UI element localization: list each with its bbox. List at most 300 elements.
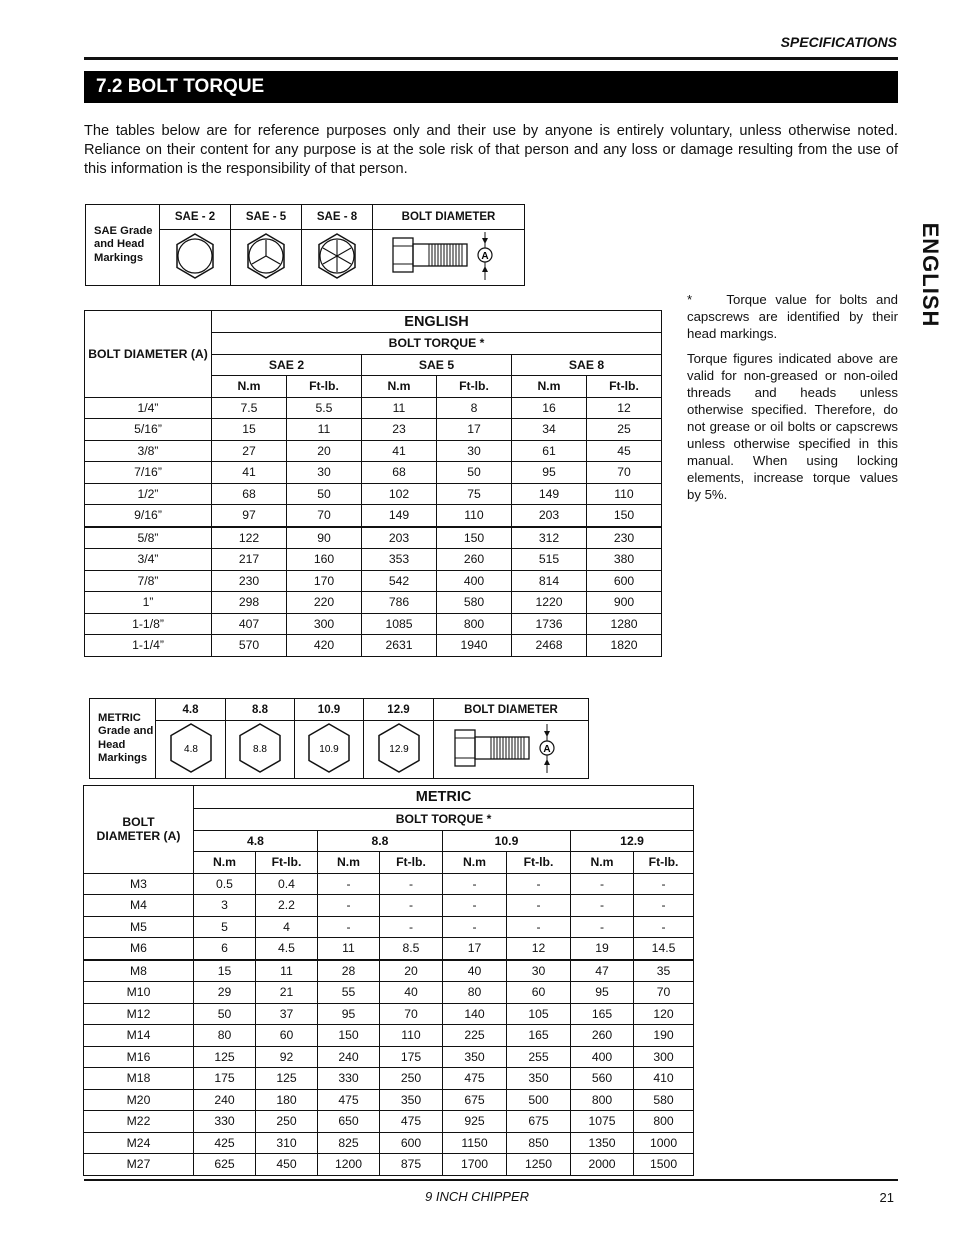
bolt-size-cell: 3/8” (85, 440, 212, 462)
torque-value-cell: 95 (318, 1003, 380, 1025)
svg-text:10.9: 10.9 (319, 744, 339, 755)
bolt-size-cell: M6 (84, 938, 194, 960)
torque-value-cell: 580 (437, 592, 512, 614)
table-row (84, 1132, 694, 1154)
svg-text:4.8: 4.8 (183, 744, 198, 755)
torque-value-cell: 34 (512, 419, 587, 441)
bolt-size-cell: M20 (84, 1089, 194, 1111)
torque-value-cell: 11 (362, 397, 437, 419)
torque-value-cell: 8.5 (380, 938, 443, 960)
torque-value-cell: 30 (287, 462, 362, 484)
header-rule (84, 57, 898, 60)
torque-value-cell: 217 (212, 549, 287, 571)
english-torque-table (84, 310, 662, 657)
torque-value-cell: 40 (380, 982, 443, 1004)
torque-value-cell: 165 (507, 1025, 571, 1047)
torque-value-cell: 17 (443, 938, 507, 960)
torque-value-cell: 380 (587, 549, 662, 571)
unit-header: N.m (318, 852, 380, 874)
torque-value-cell: 5 (194, 916, 256, 938)
torque-value-cell: 420 (287, 635, 362, 657)
metric-grade-header: 4.8 (156, 699, 226, 721)
torque-value-cell: 11 (256, 960, 318, 982)
unit-header: Ft-lb. (287, 376, 362, 398)
torque-value-cell: 925 (443, 1111, 507, 1133)
torque-value-cell: 92 (256, 1046, 318, 1068)
torque-value-cell: 60 (256, 1025, 318, 1047)
torque-value-cell: 625 (194, 1154, 256, 1176)
torque-value-cell: 8 (437, 397, 512, 419)
torque-value-cell: 240 (318, 1046, 380, 1068)
torque-value-cell: 450 (256, 1154, 318, 1176)
torque-value-cell: 7.5 (212, 397, 287, 419)
unit-header: Ft-lb. (587, 376, 662, 398)
torque-value-cell: 330 (318, 1068, 380, 1090)
torque-value-cell: 15 (194, 960, 256, 982)
torque-value-cell: 800 (634, 1111, 694, 1133)
torque-value-cell: 60 (507, 982, 571, 1004)
intro-paragraph: The tables below are for reference purposes only and their use by anyone is entirely voluntary, unless otherwise noted. Reliance on their content for any purpose is at the sole risk of that person and any loss or damage resulting from the use of this information is the responsibility of that person. (84, 123, 898, 178)
torque-value-cell: 45 (587, 440, 662, 462)
torque-value-cell: 600 (380, 1132, 443, 1154)
torque-value-cell: 1220 (512, 592, 587, 614)
table-row (85, 397, 662, 419)
metric-head-markings (89, 698, 589, 779)
table-row (85, 635, 662, 657)
torque-value-cell: 16 (512, 397, 587, 419)
torque-value-cell: 30 (437, 440, 512, 462)
torque-value-cell: - (634, 873, 694, 895)
bolt-size-cell: 3/4” (85, 549, 212, 571)
torque-value-cell: 580 (634, 1089, 694, 1111)
torque-value-cell: 300 (287, 613, 362, 635)
torque-value-cell: 330 (194, 1111, 256, 1133)
diameter-marker: A (480, 251, 489, 262)
table-row (85, 419, 662, 441)
torque-value-cell: 675 (507, 1111, 571, 1133)
unit-header: Ft-lb. (380, 852, 443, 874)
table-row (84, 1089, 694, 1111)
metric-bolt-diameter-header: BOLT DIAMETER (434, 699, 589, 721)
torque-notes (687, 291, 902, 511)
table-row (84, 1025, 694, 1047)
torque-value-cell: 125 (256, 1068, 318, 1090)
grade-header: 8.8 (318, 830, 443, 852)
torque-value-cell: 61 (512, 440, 587, 462)
grade-header: SAE 8 (512, 354, 662, 376)
torque-value-cell: 1736 (512, 613, 587, 635)
bolt-size-cell: M10 (84, 982, 194, 1004)
unit-header: N.m (212, 376, 287, 398)
torque-value-cell: 47 (571, 960, 634, 982)
torque-value-cell: 900 (587, 592, 662, 614)
running-header: SPECIFICATIONS (780, 34, 897, 50)
torque-value-cell: - (380, 916, 443, 938)
torque-value-cell: 180 (256, 1089, 318, 1111)
torque-value-cell: 55 (318, 982, 380, 1004)
torque-value-cell: 150 (318, 1025, 380, 1047)
torque-value-cell: 650 (318, 1111, 380, 1133)
table-row (84, 1068, 694, 1090)
torque-value-cell: 260 (571, 1025, 634, 1047)
torque-value-cell: 1150 (443, 1132, 507, 1154)
torque-value-cell: 165 (571, 1003, 634, 1025)
torque-value-cell: 95 (512, 462, 587, 484)
language-tab (904, 210, 954, 340)
torque-value-cell: 4 (256, 916, 318, 938)
torque-value-cell: 350 (443, 1046, 507, 1068)
bolt-size-cell: M16 (84, 1046, 194, 1068)
torque-value-cell: 2.2 (256, 895, 318, 917)
table-row (84, 1111, 694, 1133)
torque-value-cell: 12 (507, 938, 571, 960)
table-row (85, 592, 662, 614)
torque-value-cell: 298 (212, 592, 287, 614)
torque-value-cell: 25 (587, 419, 662, 441)
torque-value-cell: 95 (571, 982, 634, 1004)
torque-value-cell: 1350 (571, 1132, 634, 1154)
torque-value-cell: 21 (256, 982, 318, 1004)
bolt-size-cell: M5 (84, 916, 194, 938)
unit-header: N.m (194, 852, 256, 874)
torque-value-cell: - (443, 873, 507, 895)
torque-value-cell: 203 (362, 527, 437, 549)
torque-value-cell: - (571, 895, 634, 917)
torque-value-cell: 50 (194, 1003, 256, 1025)
table-row (84, 938, 694, 960)
torque-value-cell: 19 (571, 938, 634, 960)
torque-value-cell: 230 (212, 570, 287, 592)
torque-value-cell: 1075 (571, 1111, 634, 1133)
bolt-size-cell: 1/4” (85, 397, 212, 419)
bolt-size-cell: M4 (84, 895, 194, 917)
torque-value-cell: 17 (437, 419, 512, 441)
metric-diameter-marker: A (543, 744, 551, 755)
table-row (84, 960, 694, 982)
torque-value-cell: 75 (437, 483, 512, 505)
torque-value-cell: 50 (437, 462, 512, 484)
torque-value-cell: 190 (634, 1025, 694, 1047)
torque-value-cell: - (318, 916, 380, 938)
torque-value-cell: 475 (380, 1111, 443, 1133)
torque-value-cell: - (634, 916, 694, 938)
metric-torque-table (83, 785, 694, 1176)
unit-header: Ft-lb. (507, 852, 571, 874)
torque-value-cell: 220 (287, 592, 362, 614)
torque-value-cell: 125 (194, 1046, 256, 1068)
torque-value-cell: 825 (318, 1132, 380, 1154)
unit-header: N.m (443, 852, 507, 874)
page-number: 21 (879, 1190, 894, 1205)
torque-value-cell: 250 (256, 1111, 318, 1133)
torque-value-cell: - (318, 873, 380, 895)
metric-grade-header: 8.8 (226, 699, 295, 721)
footer-rule (84, 1179, 898, 1181)
torque-value-cell: 15 (212, 419, 287, 441)
torque-value-cell: - (507, 916, 571, 938)
torque-value-cell: 160 (287, 549, 362, 571)
torque-value-cell: 175 (194, 1068, 256, 1090)
torque-value-cell: 800 (437, 613, 512, 635)
bolt-size-cell: M12 (84, 1003, 194, 1025)
metric-4-8-head-icon (156, 721, 226, 779)
torque-value-cell: 1700 (443, 1154, 507, 1176)
torque-value-cell: - (507, 873, 571, 895)
torque-value-cell: - (318, 895, 380, 917)
table-row (85, 527, 662, 549)
torque-value-cell: 312 (512, 527, 587, 549)
torque-value-cell: 410 (634, 1068, 694, 1090)
torque-value-cell: 23 (362, 419, 437, 441)
unit-header: Ft-lb. (437, 376, 512, 398)
unit-header: Ft-lb. (634, 852, 694, 874)
torque-value-cell: 2468 (512, 635, 587, 657)
torque-value-cell: 1000 (634, 1132, 694, 1154)
table-row (84, 895, 694, 917)
torque-value-cell: 29 (194, 982, 256, 1004)
torque-value-cell: 850 (507, 1132, 571, 1154)
metric-markings-label: METRIC Grade and Head Markings (90, 699, 156, 779)
torque-value-cell: - (507, 895, 571, 917)
bolt-size-cell: M18 (84, 1068, 194, 1090)
torque-value-cell: 150 (587, 505, 662, 527)
torque-value-cell: 70 (634, 982, 694, 1004)
torque-value-cell: - (571, 873, 634, 895)
torque-value-cell: 11 (318, 938, 380, 960)
table-row (84, 873, 694, 895)
bolt-diameter-header: BOLT DIAMETER (A) (84, 786, 194, 874)
torque-value-cell: - (380, 895, 443, 917)
torque-value-cell: - (634, 895, 694, 917)
bolt-torque-header: BOLT TORQUE * (212, 333, 662, 355)
grade-header: SAE 2 (212, 354, 362, 376)
metric-bolt-diameter-diagram (434, 721, 589, 779)
torque-value-cell: 800 (571, 1089, 634, 1111)
table-row (84, 1003, 694, 1025)
torque-value-cell: 6 (194, 938, 256, 960)
grade-header: 10.9 (443, 830, 571, 852)
torque-value-cell: 400 (437, 570, 512, 592)
table-row (84, 982, 694, 1004)
torque-value-cell: 542 (362, 570, 437, 592)
torque-value-cell: 350 (507, 1068, 571, 1090)
torque-value-cell: 11 (287, 419, 362, 441)
torque-value-cell: 570 (212, 635, 287, 657)
sae-grade-header: SAE - 5 (231, 205, 302, 230)
unit-header: N.m (512, 376, 587, 398)
bolt-size-cell: 7/16” (85, 462, 212, 484)
torque-value-cell: 12 (587, 397, 662, 419)
sae-grade-header: SAE - 2 (160, 205, 231, 230)
bolt-size-cell: M27 (84, 1154, 194, 1176)
torque-value-cell: 68 (212, 483, 287, 505)
torque-value-cell: - (443, 895, 507, 917)
grade-header: 12.9 (571, 830, 694, 852)
torque-value-cell: 310 (256, 1132, 318, 1154)
sae2-head-icon (160, 230, 231, 286)
table-row (84, 916, 694, 938)
torque-value-cell: 560 (571, 1068, 634, 1090)
torque-value-cell: 170 (287, 570, 362, 592)
torque-value-cell: 30 (507, 960, 571, 982)
torque-value-cell: 70 (287, 505, 362, 527)
bolt-diameter-header: BOLT DIAMETER (A) (85, 311, 212, 398)
language-tab-label: ENGLISH (918, 222, 943, 328)
torque-value-cell: 110 (380, 1025, 443, 1047)
torque-value-cell: 102 (362, 483, 437, 505)
bolt-size-cell: M8 (84, 960, 194, 982)
bolt-size-cell: 5/16” (85, 419, 212, 441)
torque-value-cell: - (380, 873, 443, 895)
svg-text:12.9: 12.9 (388, 744, 409, 755)
sae-grade-header: SAE - 8 (302, 205, 373, 230)
unit-header: N.m (362, 376, 437, 398)
torque-value-cell: 105 (507, 1003, 571, 1025)
torque-value-cell: 260 (437, 549, 512, 571)
bolt-size-cell: 1” (85, 592, 212, 614)
torque-value-cell: 14.5 (634, 938, 694, 960)
torque-value-cell: 90 (287, 527, 362, 549)
torque-value-cell: 1280 (587, 613, 662, 635)
bolt-size-cell: 9/16” (85, 505, 212, 527)
torque-value-cell: 1085 (362, 613, 437, 635)
torque-value-cell: 225 (443, 1025, 507, 1047)
bolt-size-cell: M24 (84, 1132, 194, 1154)
torque-value-cell: 353 (362, 549, 437, 571)
torque-value-cell: 475 (443, 1068, 507, 1090)
sae5-head-icon (231, 230, 302, 286)
bolt-size-cell: M3 (84, 873, 194, 895)
bolt-size-cell: M14 (84, 1025, 194, 1047)
table-row (85, 483, 662, 505)
section-title: 7.2 BOLT TORQUE (84, 71, 898, 103)
torque-value-cell: 250 (380, 1068, 443, 1090)
torque-value-cell: - (571, 916, 634, 938)
torque-value-cell: 28 (318, 960, 380, 982)
sae-markings-label: SAE Grade and Head Markings (86, 205, 160, 286)
grade-header: 4.8 (194, 830, 318, 852)
bolt-size-cell: 1/2” (85, 483, 212, 505)
torque-value-cell: 2000 (571, 1154, 634, 1176)
svg-text:8.8: 8.8 (253, 744, 267, 755)
torque-value-cell: 80 (194, 1025, 256, 1047)
torque-value-cell: 5.5 (287, 397, 362, 419)
torque-value-cell: 675 (443, 1089, 507, 1111)
torque-value-cell: 300 (634, 1046, 694, 1068)
torque-value-cell: 0.5 (194, 873, 256, 895)
torque-value-cell: 600 (587, 570, 662, 592)
torque-value-cell: 350 (380, 1089, 443, 1111)
torque-value-cell: 814 (512, 570, 587, 592)
torque-value-cell: 41 (212, 462, 287, 484)
torque-value-cell: 255 (507, 1046, 571, 1068)
metric-grade-header: 10.9 (295, 699, 364, 721)
torque-value-cell: 150 (437, 527, 512, 549)
torque-value-cell: 500 (507, 1089, 571, 1111)
torque-value-cell: 37 (256, 1003, 318, 1025)
note-lubrication: Torque figures indicated above are valid for non-greased or non-oiled threads and heads unless otherwise specified. Therefore, do not grease or oil bolts or capscrews unless otherwise specified in this manual. When using locking elements, increase torque values by 5%. (687, 351, 898, 502)
metric-grade-header: 12.9 (364, 699, 434, 721)
torque-value-cell: 20 (287, 440, 362, 462)
grade-header: SAE 5 (362, 354, 512, 376)
torque-value-cell: 68 (362, 462, 437, 484)
torque-value-cell: 515 (512, 549, 587, 571)
table-row (85, 549, 662, 571)
torque-value-cell: 1820 (587, 635, 662, 657)
bolt-size-cell: 1-1/4” (85, 635, 212, 657)
table-row (85, 505, 662, 527)
bolt-diameter-diagram (373, 230, 525, 286)
torque-value-cell: 786 (362, 592, 437, 614)
torque-value-cell: 35 (634, 960, 694, 982)
english-table-title: ENGLISH (212, 311, 662, 333)
torque-value-cell: 120 (634, 1003, 694, 1025)
unit-header: N.m (571, 852, 634, 874)
torque-value-cell: 400 (571, 1046, 634, 1068)
footer-title: 9 INCH CHIPPER (424, 1189, 530, 1204)
table-row (84, 1154, 694, 1176)
torque-value-cell: 0.4 (256, 873, 318, 895)
metric-8-8-head-icon (226, 721, 295, 779)
torque-value-cell: - (443, 916, 507, 938)
table-row (84, 1046, 694, 1068)
bolt-size-cell: 7/8” (85, 570, 212, 592)
torque-value-cell: 240 (194, 1089, 256, 1111)
torque-value-cell: 149 (362, 505, 437, 527)
torque-value-cell: 475 (318, 1089, 380, 1111)
torque-value-cell: 140 (443, 1003, 507, 1025)
torque-value-cell: 3 (194, 895, 256, 917)
metric-10-9-head-icon (295, 721, 364, 779)
torque-value-cell: 2631 (362, 635, 437, 657)
torque-value-cell: 149 (512, 483, 587, 505)
torque-value-cell: 4.5 (256, 938, 318, 960)
metric-12-9-head-icon (364, 721, 434, 779)
torque-value-cell: 41 (362, 440, 437, 462)
sae-head-markings (85, 204, 525, 286)
torque-value-cell: 70 (587, 462, 662, 484)
torque-value-cell: 875 (380, 1154, 443, 1176)
torque-value-cell: 1940 (437, 635, 512, 657)
torque-value-cell: 175 (380, 1046, 443, 1068)
torque-value-cell: 80 (443, 982, 507, 1004)
table-row (85, 440, 662, 462)
table-row (85, 462, 662, 484)
note-head-markings: * Torque value for bolts and capscrews are identified by their head markings. (687, 292, 902, 341)
torque-value-cell: 70 (380, 1003, 443, 1025)
bolt-size-cell: M22 (84, 1111, 194, 1133)
unit-header: Ft-lb. (256, 852, 318, 874)
torque-value-cell: 40 (443, 960, 507, 982)
torque-value-cell: 97 (212, 505, 287, 527)
bolt-size-cell: 5/8” (85, 527, 212, 549)
torque-value-cell: 27 (212, 440, 287, 462)
torque-value-cell: 110 (437, 505, 512, 527)
torque-value-cell: 230 (587, 527, 662, 549)
metric-table-title: METRIC (194, 786, 694, 809)
torque-value-cell: 1250 (507, 1154, 571, 1176)
bolt-size-cell: 1-1/8” (85, 613, 212, 635)
torque-value-cell: 110 (587, 483, 662, 505)
sae8-head-icon (302, 230, 373, 286)
table-row (85, 613, 662, 635)
torque-value-cell: 1200 (318, 1154, 380, 1176)
torque-value-cell: 203 (512, 505, 587, 527)
torque-value-cell: 122 (212, 527, 287, 549)
sae-bolt-diameter-header: BOLT DIAMETER (373, 205, 525, 230)
torque-value-cell: 407 (212, 613, 287, 635)
bolt-torque-header: BOLT TORQUE * (194, 809, 694, 831)
